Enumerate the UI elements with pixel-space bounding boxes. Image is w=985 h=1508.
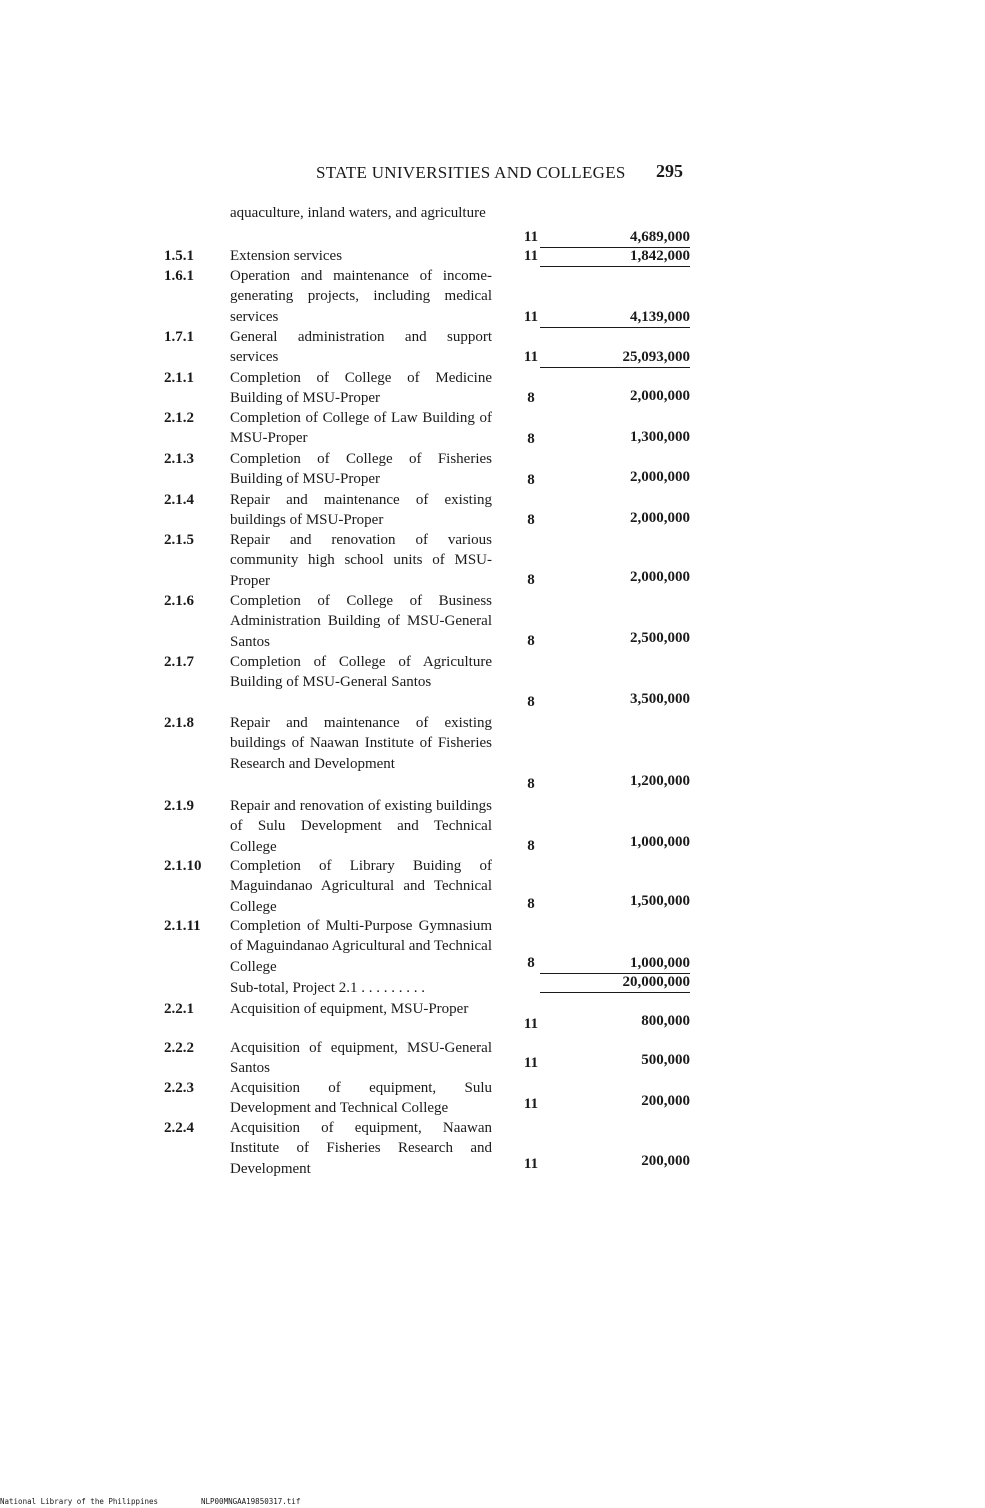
item-description: General administration and support services <box>230 329 492 366</box>
item-amount: 2,000,000 <box>630 569 690 585</box>
item-description: Completion of Library Buiding of Maguindanao Agricultural and Technical College <box>230 858 492 915</box>
scan-filename: NLP00MNGAA19850317.tif <box>201 1497 301 1506</box>
item-description: Completion of College of Agriculture Building of MSU-General Santos <box>230 654 492 691</box>
item-number: 2.1.2 <box>164 410 194 426</box>
item-amount: 1,300,000 <box>630 429 690 445</box>
item-number: 2.1.8 <box>164 715 194 731</box>
item-amount: 2,000,000 <box>630 388 690 404</box>
item-code: 8 <box>527 390 535 406</box>
item-code: 11 <box>523 1055 539 1071</box>
item-number: 2.1.7 <box>164 654 194 670</box>
item-number: 2.1.5 <box>164 532 194 548</box>
item-number: 1.7.1 <box>164 329 194 345</box>
item-number: 2.1.6 <box>164 593 194 609</box>
item-amount: 800,000 <box>641 1013 690 1029</box>
item-code: 8 <box>527 633 535 649</box>
item-description: Completion of College of Law Building of MSU-Proper <box>230 410 492 447</box>
item-description: Operation and maintenance of income-generating projects, including medical services <box>230 268 492 325</box>
item-description: Extension services <box>230 248 343 264</box>
item-description: Acquisition of equipment, Sulu Development and Technical College <box>230 1080 492 1117</box>
item-description: Completion of College of Medicine Building of MSU-Proper <box>230 370 492 407</box>
library-credit: National Library of the Philippines <box>0 1497 159 1506</box>
item-amount: 1,500,000 <box>630 893 690 909</box>
item-description: Repair and maintenance of existing buildings of Naawan Institute of Fisheries Research and Development <box>230 715 492 772</box>
item-code: 11 <box>523 1096 539 1112</box>
item-code: 11 <box>523 229 539 245</box>
item-amount: 2,000,000 <box>630 469 690 485</box>
item-description: Repair and renovation of existing buildings of Sulu Development and Technical College <box>230 798 492 855</box>
item-amount: 2,500,000 <box>630 630 690 646</box>
item-number: 2.1.9 <box>164 798 194 814</box>
item-amount: 4,689,000 <box>540 227 690 248</box>
item-number: 2.2.4 <box>164 1120 194 1136</box>
item-description: aquaculture, inland waters, and agriculture <box>230 205 486 221</box>
page-number: 295 <box>656 161 683 181</box>
item-description: Acquisition of equipment, MSU-General Santos <box>230 1040 492 1077</box>
item-code: 11 <box>523 1016 539 1032</box>
item-number: 2.2.3 <box>164 1080 194 1096</box>
item-amount: 200,000 <box>641 1093 690 1109</box>
item-description: Acquisition of equipment, MSU-Proper <box>230 1001 469 1017</box>
item-number: 2.2.1 <box>164 1001 194 1017</box>
item-amount: 3,500,000 <box>630 691 690 707</box>
item-number: 1.6.1 <box>164 268 194 284</box>
item-description: Completion of College of Fisheries Building of MSU-Proper <box>230 451 492 488</box>
item-number: 1.5.1 <box>164 248 194 264</box>
item-code: 11 <box>523 349 539 365</box>
page-title: STATE UNIVERSITIES AND COLLEGES <box>316 163 626 182</box>
item-amount: 1,200,000 <box>630 773 690 789</box>
item-amount: 25,093,000 <box>540 347 690 368</box>
item-description: Completion of College of Business Administration Building of MSU-General Santos <box>230 593 492 650</box>
item-code: 8 <box>527 512 535 528</box>
item-code: 11 <box>523 248 539 264</box>
item-amount: 1,842,000 <box>540 246 690 267</box>
subtotal-amount: 20,000,000 <box>540 972 690 993</box>
item-amount: 4,139,000 <box>540 307 690 328</box>
item-code: 11 <box>523 309 539 325</box>
item-code: 11 <box>523 1156 539 1172</box>
item-number: 2.1.11 <box>164 918 201 934</box>
item-code: 8 <box>527 838 535 854</box>
item-amount: 1,000,000 <box>630 834 690 850</box>
item-description: Repair and maintenance of existing buildings of MSU-Proper <box>230 492 492 529</box>
item-code: 8 <box>527 694 535 710</box>
item-code: 8 <box>527 955 535 971</box>
item-code: 8 <box>527 776 535 792</box>
item-description: Completion of Multi-Purpose Gymnasium of Maguindanao Agricultural and Technical College <box>230 918 492 975</box>
item-code: 8 <box>527 472 535 488</box>
item-number: 2.1.1 <box>164 370 194 386</box>
item-number: 2.2.2 <box>164 1040 194 1056</box>
item-code: 8 <box>527 572 535 588</box>
item-number: 2.1.4 <box>164 492 194 508</box>
item-amount: 200,000 <box>641 1153 690 1169</box>
item-code: 8 <box>527 431 535 447</box>
item-number: 2.1.10 <box>164 858 202 874</box>
item-amount: 500,000 <box>641 1052 690 1068</box>
item-number: 2.1.3 <box>164 451 194 467</box>
subtotal-label: Sub-total, Project 2.1 . . . . . . . . . <box>230 980 425 996</box>
item-description: Acquisition of equipment, Naawan Institute of Fisheries Research and Development <box>230 1120 492 1177</box>
item-description: Repair and renovation of various community high school units of MSU-Proper <box>230 532 492 589</box>
item-code: 8 <box>527 896 535 912</box>
item-amount: 1,000,000 <box>540 953 690 974</box>
item-amount: 2,000,000 <box>630 510 690 526</box>
scan-footer <box>0 1497 985 1508</box>
